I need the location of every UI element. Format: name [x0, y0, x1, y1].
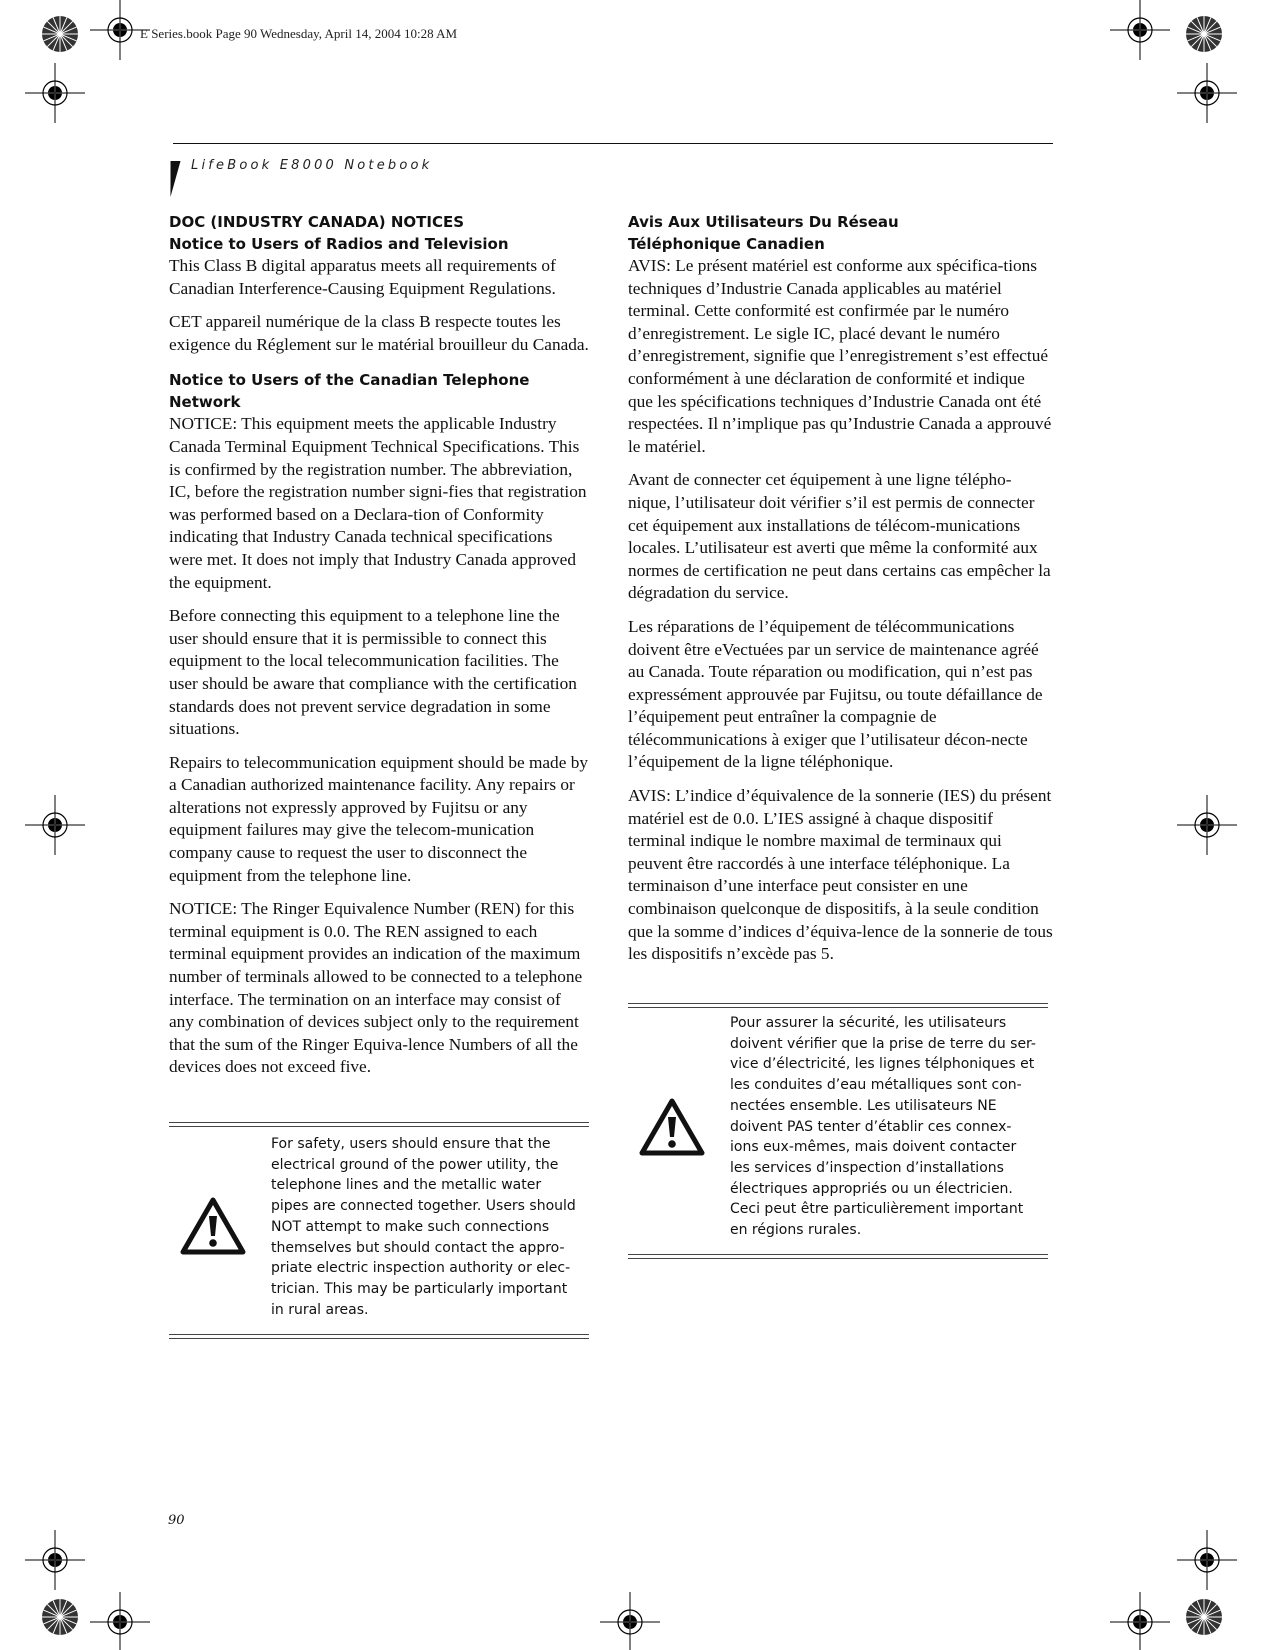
right-caution-top-rule — [628, 1003, 1048, 1008]
left-caution-text: For safety, users should ensure that the electrical ground of the power utility, the telephone lines and the metallic water pipes are connected together. Users should NOT attempt to make such connections themselves but should contact the appro-priate electric inspection authority or elec-trician. This may be particularly important in rural areas. — [271, 1136, 576, 1318]
repairs-paragraph: Repairs to telecommunication equipment should be made by a Canadian authorized maintenance facility. Any repairs or alterations not expressly approved by Fujitsu or any equipment failures may give the telecom-munication company cause to request the user to disconnect the equipment from the telephone line. — [169, 752, 588, 885]
class-b-french-paragraph: CET appareil numérique de la class B respecte toutes les exigence du Réglement sur le matérial brouilleur du Canada. — [169, 312, 589, 354]
left-caution-bottom-rule — [169, 1334, 589, 1339]
right-caution-bottom-rule — [628, 1254, 1048, 1259]
ic-notice-paragraph: NOTICE: This equipment meets the applicable Industry Canada Terminal Equipment Technical Specifications. This is confirmed by the registration number. The abbreviation, IC, before the registration number signi-fies that registration was performed based on a Declara-tion of Conformity indicating that Industry Canada technical specifications were met. It does not imply that Industry Canada approved the equipment. — [169, 414, 587, 592]
page-number: 90 — [168, 1513, 185, 1528]
avis-ic-paragraph: AVIS: Le présent matériel est conforme aux spécifica-tions techniques d’Industrie Canada applicables au matériel terminal. Cette conformité est confirmée par le numéro d’enregistrement. Le sigle IC, placé devant le numéro d’enregistrement, signifie que l’enregistrement s’est effectué conformément à une déclaration de conformité et indique que les spécifications techniques d’Industrie Canada ont été respectées. Il n’implique pas qu’Industrie Canada a approuvé le matériel. — [628, 256, 1052, 456]
print-slug: E Series.book Page 90 Wednesday, April 14, 2004 10:28 AM — [140, 26, 458, 41]
avis-heading-line1: Avis Aux Utilisateurs Du Réseau — [628, 213, 899, 231]
header-rule — [173, 143, 1053, 144]
avant-connecter-paragraph: Avant de connecter cet équipement à une ligne télépho-nique, l’utilisateur doit vérifier s’il est permis de connecter cet équipement aux installations de télécom-munications locales. L’utilisateur est averti que même la conformité aux normes de certification ne peut dans certains cas empêcher la dégradation du service. — [628, 470, 1051, 603]
avis-ies-paragraph: AVIS: L’indice d’équivalence de la sonnerie (IES) du présent matériel est de 0.0. L’IES assigné à chaque dispositif terminal indique le nombre maximal de terminaux qui peuvent être raccordés à une interface téléphonique. La terminaison d’une interface peut consister en une combinaison quelconque de dispositifs, à la seule condition que la somme d’indices d’équiva-lence de la sonnerie de tous les dispositifs n’excède pas 5. — [628, 786, 1053, 964]
warning-icon — [638, 1097, 706, 1157]
warning-icon — [179, 1196, 247, 1256]
ren-notice-paragraph: NOTICE: The Ringer Equivalence Number (REN) for this terminal equipment is 0.0. The REN assigned to each terminal equipment provides an indication of the maximum number of terminals allowed to be connected to a telephone interface. The termination on an interface may consist of any combination of devices subject only to the requirement that the sum of the Ringer Equiva-lence Numbers of all the devices does not exceed five. — [169, 899, 583, 1077]
avis-heading-line2: Téléphonique Canadien — [628, 235, 825, 253]
before-connecting-paragraph: Before connecting this equipment to a telephone line the user should ensure that it is permissible to connect this equipment to the local telecommunication facilities. The user should be aware that compliance with the certification standards does not prevent service degradation in some situations. — [169, 606, 577, 739]
radio-tv-subheading: Notice to Users of Radios and Television — [169, 235, 509, 253]
doc-heading: DOC (INDUSTRY CANADA) NOTICES — [169, 213, 464, 231]
left-caution-top-rule — [169, 1122, 589, 1127]
running-header-title: LifeBook E8000 Notebook — [191, 158, 433, 173]
reparations-paragraph: Les réparations de l’équipement de télécommunications doivent être eVectuées par un service de maintenance agréé au Canada. Toute réparation ou modification, qui n’est pas expressément approuvée par Fujitsu, ou toute défaillance de l’équipement peut entraîner la compagnie de télécommunications à exiger que l’utilisateur décon-necte l’équipement de la ligne téléphonique. — [628, 616, 1043, 772]
right-caution-text: Pour assurer la sécurité, les utilisateurs doivent vérifier que la prise de terre du ser-vice d’électricité, les lignes télphoniques et les conduites d’eau métalliques sont con-nectées ensemble. Les utilisateurs NE doivent PAS tenter d’établir ces connex-ions eux-mêmes, mais doivent contacter les services d’inspection d’installations électriques appropriés ou un électricien. Ceci peut être particulièrement important en régions rurales. — [730, 1015, 1036, 1239]
class-b-paragraph: This Class B digital apparatus meets all requirements of Canadian Interference-Causing Equipment Regulations. — [169, 256, 556, 298]
right-column — [628, 211, 1053, 977]
left-column — [169, 211, 589, 1090]
telephone-network-subheading: Notice to Users of the Canadian Telephone Network — [169, 371, 530, 412]
